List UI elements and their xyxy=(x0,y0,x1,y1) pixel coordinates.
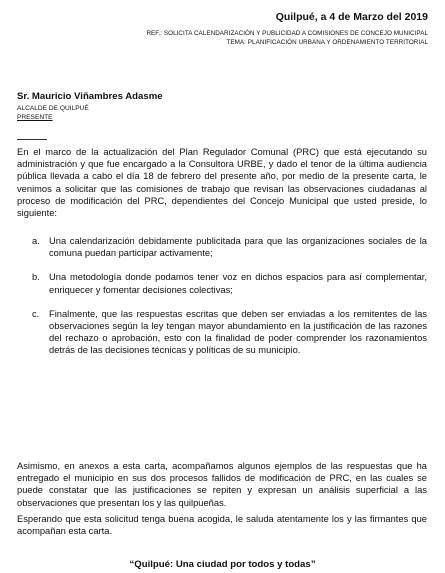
list-item-text: Finalmente, que las respuestas escritas que deben ser enviadas a los remitentes de las observaciones según la ley tengan mayor abundamiento en la justificación de las razones del rechazo o aprobación, esto con la finalidad de poder comprender los razonamientos detrás de las decisiones técnicas y políticas de su municipio. xyxy=(49,308,427,356)
reference-line: REF.: SOLICITA CALENDARIZACIÓN Y PUBLICIDAD A COMISIONES DE CONCEJO MUNICIPAL xyxy=(146,30,428,37)
closing-paragraph: Esperando que esta solicitud tenga buena acogida, le saluda atentamente los y las firmantes que acompañan esta carta. xyxy=(17,514,427,537)
list-item-text: Una metodología donde podamos tener voz en dichos espacios para así complementar, enriquecer y fomentar decisiones colectivas; xyxy=(49,272,427,295)
list-item-text: Una calendarización debidamente publicitada para que las organizaciones sociales de la comuna puedan participar activamente; xyxy=(49,236,427,259)
addressee-block xyxy=(17,91,163,122)
letter-date: Quilpué, a 4 de Marzo del 2019 xyxy=(275,11,428,23)
annex-paragraph: Asimismo, en anexos a esta carta, acompañamos algunos ejemplos de las respuestas que ha entregado el municipio en sus dos procesos fallidos de modificación de PRC, en las cuales se puede constatar que las justificaciones se repiten y expresan un análisis superficial a las observaciones que presentan los y las quilpueñas. xyxy=(17,461,427,508)
addressee-title: ALCALDE DE QUILPUÉ xyxy=(17,105,89,112)
motto: “Quilpué: Una ciudad por todos y todas” xyxy=(129,559,316,570)
request-list xyxy=(17,235,427,369)
list-marker: c. xyxy=(32,308,40,319)
intro-paragraph: En el marco de la actualización del Plan Regulador Comunal (PRC) que está ejecutando su administración y que fue encargado a la Consultora URBE, y dado el tenor de la última audiencia pública llevada a cabo el día 18 de febrero del presente año, por medio de la presente carta, le venimos a solicitar que las comisiones de trabajo que revisan las observaciones ciudadanas al proceso de modificación del PRC, dependientes del Concejo Municipal que usted preside, lo siguiente: xyxy=(17,147,427,219)
topic-line: TEMA: PLANIFICACIÓN URBANA Y ORDENAMIENTO TERRITORIAL xyxy=(226,39,428,46)
list-item xyxy=(17,308,427,357)
separator-line xyxy=(17,139,47,140)
reference-block xyxy=(146,29,428,47)
list-marker: a. xyxy=(32,236,40,246)
list-item xyxy=(17,235,427,259)
addressee-name: Sr. Mauricio Viñambres Adasme xyxy=(17,91,163,102)
list-marker: b. xyxy=(32,272,40,283)
list-item xyxy=(17,271,427,295)
addressee-presente: PRESENTE xyxy=(17,114,53,121)
